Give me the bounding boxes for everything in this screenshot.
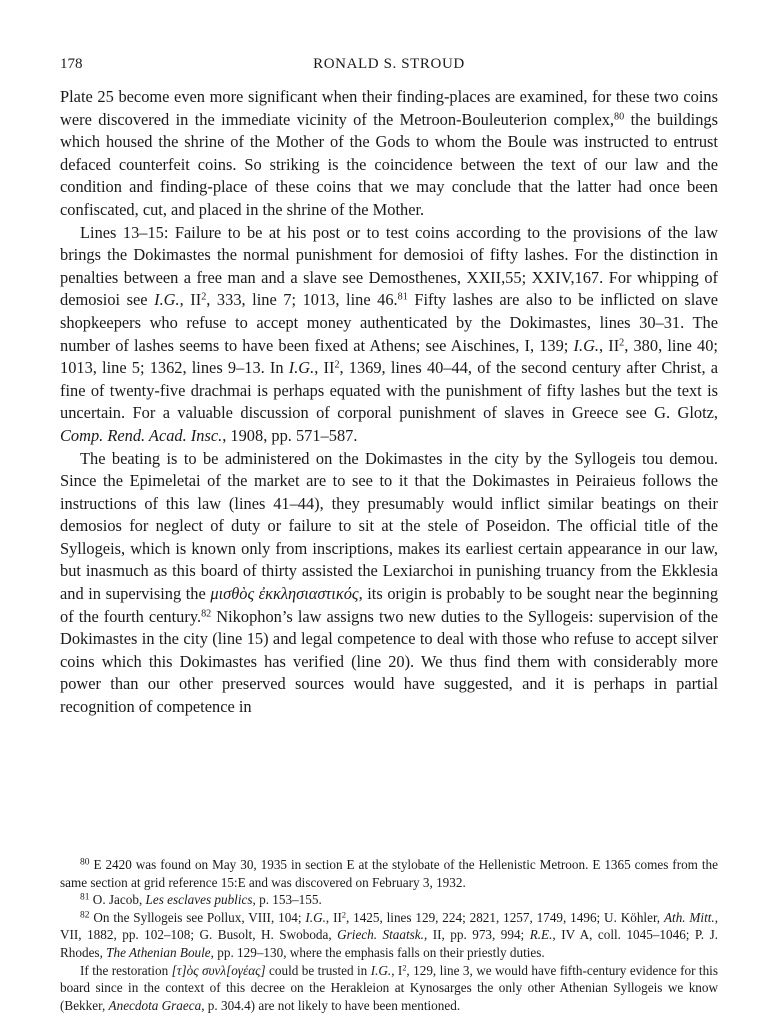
book-title: The Athenian Boule: [106, 944, 211, 960]
book-title: Les esclaves publics: [145, 892, 253, 908]
book-title: Anecdota Graeca: [108, 997, 202, 1013]
greek-restoration: [τ]ὸς συνλ[ογέας]: [171, 962, 266, 978]
citation-abbrev: I.G.: [370, 962, 392, 978]
footnote-ref-80: 80: [614, 111, 625, 123]
footnote-ref-81: 81: [397, 291, 408, 303]
footnote-82-continuation: If the restoration [τ]ὸς συνλ[ογέας] could be trusted in I.G., $I^2$, 129, line 3, we would have fifth-century evidence for this board since in the context of this decree on the Herakleion at Kynosarges the only other Athenian Syllogeis we know (Bekker, Anecdota Graeca, p. 304.4) are not likely to have been mentioned.: [60, 962, 718, 1013]
journal-title: Ath. Mitt.: [663, 909, 715, 925]
footnote-number: 80: [80, 857, 90, 868]
footnote-82: $^{82}$ On the Syllogeis see Pollux, VIII, 104; I.G., $II^2$, 1425, lines 129, 224; 2821, 1257, 1749, 1496; U. Köhler, Ath. Mitt., VII, 1882, pp. 102–108; G. Busolt, H. Swoboda, Griech. Staatsk., II, pp. 973, 994; R.E., IV A, coll. 1045–1046; P. J. Rhodes, The Athenian Boule, pp. 129–130, where the emphasis falls on their priestly duties.: [60, 909, 719, 960]
body-text: [60, 86, 718, 719]
footnote-81: $^{81}$ O. Jacob, Les esclaves publics, p. 153–155.: [80, 892, 322, 908]
greek-phrase: μισθὸς ἐκκλησιαστικός: [210, 584, 359, 604]
footnote-number: 82: [80, 910, 90, 921]
footnote-number: 81: [80, 892, 90, 903]
footnote-80: $^{80}$ E 2420 was found on May 30, 1935 in section E at the stylobate of the Hellenistic Metroon. E 1365 comes from the same section at grid reference 15:E and was discovered on February 3, 1932.: [60, 857, 718, 890]
body-paragraph-3: The beating is to be administered on the Dokimastes in the city by the Syllogeis tou demou. Since the Epimeletai of the market are to see to it that the Dokimastes in Peiraieus follows the instructions of this law (lines 41–44), they presumably would inflict similar beatings on their demosios for neglect of duty or failure to sit at the stele of Poseidon. The official title of the Syllogeis, which is known only from inscriptions, makes its earliest certain appearance in our law, but inasmuch as this board of thirty assisted the Lexiarchoi in punishing truancy from the Ekklesia and in supervising the μισθὸς ἐκκλησιαστικός, its origin is probably to be sought near the beginning of the fourth century.$^{82}$ Nikophon’s law assigns two new duties to the Syllogeis: supervision of the Dokimastes in the city (line 15) and legal competence to deal with those who refuse to accept silver coins which this Dokimastes has verified (line 20). We thus find them with considerably more power than our other preserved sources would have suggested, and it is perhaps in partial recognition of competence in: [60, 448, 719, 717]
citation-abbrev: R.E.: [529, 927, 553, 943]
citation-abbrev: I.G.: [154, 290, 180, 310]
book-title: Griech. Staatsk.: [337, 927, 424, 943]
citation-abbrev: I.G.: [305, 909, 326, 925]
journal-title: Comp. Rend. Acad. Insc.: [60, 425, 223, 445]
running-title: RONALD S. STROUD: [313, 56, 465, 72]
body-paragraph-1: Plate 25 become even more significant when their finding-places are examined, for these two coins were discovered in the immediate vicinity of the Metroon-Bouleuterion complex,$^{80}$ the buildings which housed the shrine of the Mother of the Gods to whom the Boule was instructed to entrust defaced counterfeit coins. So striking is the coincidence between the text of our law and the condition and finding-place of these coins that we may conclude that the latter had once been confiscated, cut, and placed in the shrine of the Mother.: [60, 87, 718, 219]
body-paragraph-2: Lines 13–15: Failure to be at his post or to test coins according to the provisions of the law brings the Dokimastes the normal punishment for demosioi of fifty lashes. For the distinction in penalties between a free man and a slave see Demosthenes, XXII,55; XXIV,167. For whipping of demosioi see I.G., $II^2$, 333, line 7; 1013, line 46.81 Fifty lashes are also to be inflicted on slave shopkeepers who refuse to accept money authenticated by the Dokimastes, lines 30–31. The number of lashes seems to have been fixed at Athens; see Aischines, I, 139; I.G., $II^2$, 380, line 40; 1013, line 5; 1362, lines 9–13. In I.G., $II^2$, 1369, lines 40–44, of the second century after Christ, a fine of twenty-five drachmai is perhaps equated with the punishment of fifty lashes but the text is uncertain. For a valuable discussion of corporal punishment of slaves in Greece see G. Glotz, Comp. Rend. Acad. Insc., 1908, pp. 571–587.: [60, 222, 718, 445]
page-number: 178: [60, 56, 83, 72]
citation-abbrev: I.G.: [288, 358, 315, 378]
footnote-ref-82: 82: [201, 608, 212, 620]
page-header: [60, 56, 718, 76]
citation-abbrev: I.G.: [573, 335, 600, 355]
footnotes: [60, 856, 718, 1014]
